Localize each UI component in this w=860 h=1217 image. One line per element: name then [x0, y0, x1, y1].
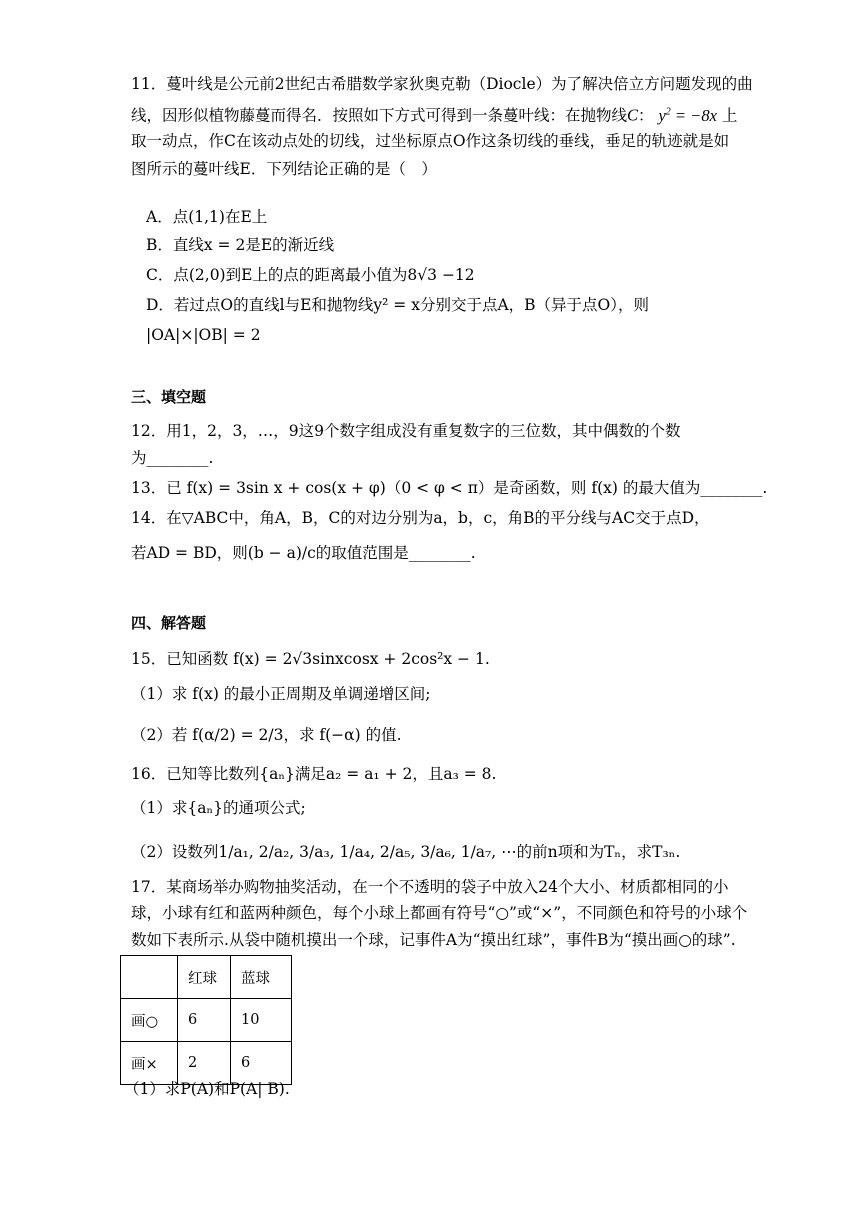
table-cell: 2: [178, 1042, 231, 1085]
q17-part1: （1）求P(A)和P(A| B).: [124, 1080, 290, 1098]
q14-line2: 若AD = BD，则(b − a)/c的取值范围是________.: [131, 544, 476, 562]
q11-line2-eq: $y^2 = -8x$: [658, 105, 717, 125]
table-header-cell: 蓝球: [231, 956, 292, 999]
q15-stem: 15．已知函数 f(x) = 2√3sinxcosx + 2cos²x − 1.: [131, 650, 490, 668]
q11-option-d-line1: D．若过点O的直线l与E和抛物线y² = x分别交于点A，B（异于点O），则: [146, 296, 650, 314]
q11-line1: 11．蔓叶线是公元前2世纪古希腊数学家狄奥克勒（Diocle）为了解决倍立方问题发现的曲: [131, 75, 753, 93]
table-row: [121, 999, 292, 1042]
section-answer-title: 四、解答题: [131, 614, 207, 632]
q11-option-d-line2: |OA|×|OB| = 2: [146, 326, 261, 344]
table-header-cell: [121, 956, 178, 999]
q12-line2: 为________.: [131, 449, 214, 467]
section-fill-in-title: 三、填空题: [131, 388, 207, 406]
q12-line1: 12．用1，2，3，…，9这9个数字组成没有重复数字的三位数，其中偶数的个数: [131, 422, 681, 440]
q11-line2-var: C: [627, 105, 639, 125]
q11-option-a: A．点(1,1)在E上: [146, 208, 268, 226]
table-cell: 画○: [121, 999, 178, 1042]
q17-line2: 球，小球有红和蓝两种颜色，每个小球上都画有符号“○”或“×”，不同颜色和符号的小球个: [131, 904, 748, 922]
q16-part1: （1）求{aₙ}的通项公式;: [131, 799, 306, 817]
table-header-cell: 红球: [178, 956, 231, 999]
q11-line3: 取一动点，作C在该动点处的切线，过坐标原点O作这条切线的垂线，垂足的轨迹就是如: [131, 132, 730, 150]
q11-line4: 图所示的蔓叶线E．下列结论正确的是（ ）: [131, 160, 437, 178]
q15-part2: （2）若 f(α/2) = 2/3，求 f(−α) 的值.: [131, 726, 402, 744]
table-header-row: [121, 956, 292, 999]
q14-line1: 14．在▽ABC中，角A，B，C的对边分别为a，b，c，角B的平分线与AC交于点D，: [131, 509, 710, 527]
table-cell: 10: [231, 999, 292, 1042]
q13: 13．已 f(x) = 3sin x + cos(x + φ)（0 < φ < π）是奇函数，则 f(x) 的最大值为________.: [131, 479, 768, 497]
q16-part2: （2）设数列1/a₁, 2/a₂, 3/a₃, 1/a₄, 2/a₅, 3/a₆, 1/a₇, ⋯的前n项和为Tₙ，求T₃ₙ.: [131, 843, 681, 861]
q11-line2: 线，因形似植物藤蔓而得名．按照如下方式可得到一条蔓叶线：在抛物线C： $y^2 = -8x$ 上: [131, 105, 738, 125]
ball-count-table: [120, 955, 292, 1085]
table-cell: 画×: [121, 1042, 178, 1085]
q17-line1: 17．某商场举办购物抽奖活动，在一个不透明的袋子中放入24个大小、材质都相同的小: [131, 878, 729, 896]
q11-option-c: C．点(2,0)到E上的点的距离最小值为8√3 −12: [146, 266, 475, 284]
table-cell: 6: [231, 1042, 292, 1085]
q16-stem: 16．已知等比数列{aₙ}满足a₂ = a₁ + 2，且a₃ = 8.: [131, 765, 497, 783]
q11-option-b: B．直线x = 2是E的渐近线: [146, 236, 335, 254]
q15-part1: （1）求 f(x) 的最小正周期及单调递增区间;: [131, 685, 431, 703]
q11-line2-text: 线，因形似植物藤蔓而得名．按照如下方式可得到一条蔓叶线：在抛物线: [131, 106, 628, 125]
q17-line3: 数如下表所示.从袋中随机摸出一个球，记事件A为“摸出红球”，事件B为“摸出画○的球”.: [131, 931, 736, 949]
table-cell: 6: [178, 999, 231, 1042]
